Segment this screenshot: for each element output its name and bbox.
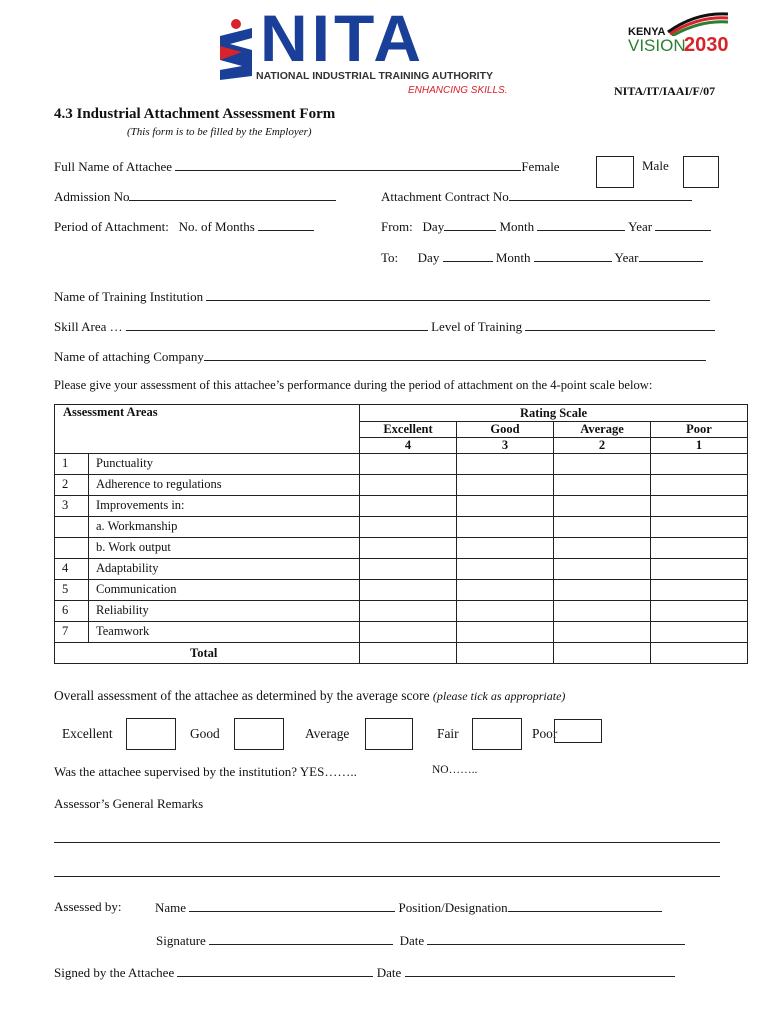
table-row [55, 580, 748, 601]
nita-logo-slogan: ENHANCING SKILLS. [408, 85, 508, 96]
area-cell [55, 496, 360, 517]
rating-cell[interactable] [554, 475, 651, 496]
option-poor-label: Poor [532, 726, 558, 741]
table-row [55, 475, 748, 496]
row-number [55, 517, 89, 537]
from-month-field[interactable] [537, 218, 625, 231]
scale-label-poor: Poor [651, 422, 748, 438]
attachee-date-field[interactable] [405, 964, 675, 977]
page-title: 4.3 Industrial Attachment Assessment Form [54, 106, 336, 122]
to-label: To: [381, 250, 399, 265]
rating-cell[interactable] [651, 454, 748, 475]
period-row [54, 218, 314, 235]
row-number: 6 [55, 601, 89, 621]
instruction-text: Please give your assessment of this attachee’s performance during the period of attachment on the 4-point scale below: [54, 378, 653, 392]
vision-label: VISION [628, 36, 686, 55]
table-row [55, 496, 748, 517]
to-month-field[interactable] [534, 249, 612, 262]
supervised-no: NO…….. [432, 764, 478, 776]
rating-scale-header: Rating Scale [360, 405, 748, 422]
assessment-table [54, 404, 748, 664]
area-label: a. Workmanship [96, 519, 178, 533]
to-day-label: Day [417, 250, 440, 265]
attachee-signature-row [54, 964, 675, 981]
assessor-name-label: Name [155, 900, 187, 915]
vision-year-label: 2030 [684, 34, 729, 56]
rating-cell[interactable] [554, 580, 651, 601]
institution-label: Name of Training Institution [54, 289, 204, 304]
rating-cell[interactable] [554, 454, 651, 475]
months-label: No. of Months [178, 219, 255, 234]
level-label: Level of Training [431, 319, 523, 334]
area-label: Punctuality [96, 456, 153, 470]
rating-cell[interactable] [457, 622, 554, 643]
table-row [55, 559, 748, 580]
company-field[interactable] [204, 348, 706, 361]
total-label: Total [55, 643, 360, 664]
rating-cell[interactable] [554, 601, 651, 622]
option-fair-box[interactable] [472, 718, 522, 750]
rating-cell[interactable] [651, 496, 748, 517]
skill-row [54, 318, 715, 335]
rating-cell[interactable] [554, 538, 651, 559]
area-label: Adaptability [96, 561, 159, 575]
assessment-areas-header: Assessment Areas [55, 405, 360, 454]
overall-text: Overall assessment of the attachee as determined by the average score [54, 688, 430, 703]
rating-cell[interactable] [360, 601, 457, 622]
signature-field[interactable] [209, 932, 393, 945]
nita-logo [212, 1, 562, 100]
assessed-by-label: Assessed by: [54, 899, 122, 914]
position-label: Position/Designation [398, 900, 508, 915]
total-cell[interactable] [554, 643, 651, 664]
to-year-field[interactable] [639, 249, 703, 262]
rating-cell[interactable] [457, 601, 554, 622]
rating-cell[interactable] [360, 454, 457, 475]
row-number: 5 [55, 580, 89, 600]
full-name-row [54, 158, 560, 175]
area-label: b. Work output [96, 540, 171, 554]
rating-cell[interactable] [651, 475, 748, 496]
contract-row [381, 188, 692, 205]
form-code: NITA/IT/IAAI/F/07 [614, 84, 716, 98]
table-row [55, 601, 748, 622]
signature-label: Signature [156, 933, 206, 948]
rating-cell[interactable] [651, 601, 748, 622]
rating-cell[interactable] [360, 538, 457, 559]
rating-cell[interactable] [651, 538, 748, 559]
admission-row [54, 188, 336, 205]
scale-label-good: Good [457, 422, 554, 438]
male-label: Male [642, 158, 669, 173]
to-row [381, 249, 703, 266]
total-row [55, 643, 748, 664]
remarks-line-1[interactable] [54, 842, 720, 843]
company-row [54, 348, 706, 365]
area-label: Adherence to regulations [96, 477, 222, 491]
to-day-field[interactable] [443, 249, 493, 262]
row-number [55, 538, 89, 558]
rating-cell[interactable] [457, 454, 554, 475]
rating-cell[interactable] [554, 559, 651, 580]
from-day-label: Day [422, 219, 445, 234]
scale-value-2: 2 [554, 438, 651, 454]
from-row [381, 218, 711, 235]
overall-note: (please tick as appropriate) [432, 689, 566, 703]
rating-cell[interactable] [360, 622, 457, 643]
admission-no-label: Admission No [54, 189, 130, 204]
area-cell [55, 580, 360, 601]
row-number: 3 [55, 496, 89, 516]
from-year-label: Year [628, 219, 653, 234]
remarks-line-2[interactable] [54, 876, 720, 877]
table-row [55, 622, 748, 643]
area-cell [55, 475, 360, 496]
total-cell[interactable] [360, 643, 457, 664]
vision-kenya-label: KENYA [628, 26, 666, 38]
rating-cell[interactable] [457, 559, 554, 580]
nita-emblem-icon [214, 18, 258, 82]
option-excellent-label: Excellent [62, 726, 113, 741]
to-month-label: Month [495, 250, 531, 265]
rating-cell[interactable] [360, 517, 457, 538]
attachee-date-label: Date [376, 965, 402, 980]
area-cell [55, 559, 360, 580]
area-label: Communication [96, 582, 177, 596]
attachee-signature-field[interactable] [177, 964, 373, 977]
contract-no-field[interactable] [509, 188, 692, 201]
area-label: Improvements in: [96, 498, 185, 512]
signed-by-attachee-label: Signed by the Attachee [54, 965, 175, 980]
rating-cell[interactable] [360, 580, 457, 601]
rating-cell[interactable] [457, 517, 554, 538]
male-checkbox[interactable] [683, 156, 719, 188]
kenya-vision-logo [626, 10, 746, 60]
nita-logo-text: NITA [260, 1, 426, 75]
option-average-label: Average [305, 726, 350, 741]
overall-row [54, 688, 565, 704]
area-label: Teamwork [96, 624, 150, 638]
row-number: 7 [55, 622, 89, 642]
page-subtitle: (This form is to be filled by the Employer) [127, 126, 312, 138]
nita-logo-tagline: NATIONAL INDUSTRIAL TRAINING AUTHORITY [256, 70, 494, 82]
contract-no-label: Attachment Contract No [381, 189, 509, 204]
institution-row [54, 288, 710, 305]
assessor-signature-row [156, 932, 685, 949]
area-cell [55, 622, 360, 643]
rating-cell[interactable] [457, 475, 554, 496]
rating-cell[interactable] [457, 496, 554, 517]
from-day-field[interactable] [444, 218, 496, 231]
rating-cell[interactable] [651, 580, 748, 601]
flag-swoosh-icon [666, 10, 730, 36]
from-label: From: [381, 219, 413, 234]
rating-cell[interactable] [554, 622, 651, 643]
rating-cell[interactable] [457, 538, 554, 559]
total-cell[interactable] [457, 643, 554, 664]
skill-area-field[interactable] [126, 318, 428, 331]
option-fair-label: Fair [437, 726, 459, 741]
row-number: 4 [55, 559, 89, 579]
option-good-label: Good [190, 726, 220, 741]
rating-cell[interactable] [554, 517, 651, 538]
period-label: Period of Attachment: [54, 219, 169, 234]
row-number: 2 [55, 475, 89, 495]
full-name-field[interactable] [175, 158, 521, 171]
scale-value-4: 4 [360, 438, 457, 454]
assessor-name-row [155, 899, 662, 916]
option-poor-box[interactable] [554, 719, 602, 743]
row-number: 1 [55, 454, 89, 474]
assessed-row [54, 899, 122, 915]
from-month-label: Month [499, 219, 535, 234]
area-cell [55, 601, 360, 622]
area-cell [55, 538, 360, 559]
skill-area-label: Skill Area … [54, 319, 123, 334]
scale-label-excellent: Excellent [360, 422, 457, 438]
area-label: Reliability [96, 603, 149, 617]
option-excellent-box[interactable] [126, 718, 176, 750]
table-row [55, 538, 748, 559]
remarks-label: Assessor’s General Remarks [54, 796, 204, 811]
rating-cell[interactable] [360, 559, 457, 580]
table-row [55, 454, 748, 475]
table-row [55, 517, 748, 538]
scale-label-average: Average [554, 422, 651, 438]
female-label: Female [521, 159, 560, 174]
rating-cell[interactable] [360, 496, 457, 517]
scale-value-1: 1 [651, 438, 748, 454]
admission-no-field[interactable] [129, 188, 336, 201]
company-label: Name of attaching Company [54, 349, 204, 364]
scale-value-3: 3 [457, 438, 554, 454]
area-cell [55, 454, 360, 475]
assessor-name-field[interactable] [189, 899, 395, 912]
rating-cell[interactable] [651, 517, 748, 538]
from-year-field[interactable] [655, 218, 711, 231]
option-good-box[interactable] [234, 718, 284, 750]
rating-cell[interactable] [651, 559, 748, 580]
to-year-label: Year [614, 250, 639, 265]
months-field[interactable] [258, 218, 314, 231]
signature-date-field[interactable] [427, 932, 685, 945]
position-field[interactable] [508, 899, 662, 912]
full-name-label: Full Name of Attachee [54, 159, 173, 174]
signature-date-label: Date [399, 933, 425, 948]
rating-cell[interactable] [651, 622, 748, 643]
rating-cell[interactable] [457, 580, 554, 601]
option-average-box[interactable] [365, 718, 413, 750]
supervised-question: Was the attachee supervised by the institution? YES…….. [54, 764, 357, 779]
institution-field[interactable] [206, 288, 710, 301]
total-cell[interactable] [651, 643, 748, 664]
level-field[interactable] [525, 318, 715, 331]
area-cell [55, 517, 360, 538]
rating-cell[interactable] [360, 475, 457, 496]
rating-cell[interactable] [554, 496, 651, 517]
female-checkbox[interactable] [596, 156, 634, 188]
